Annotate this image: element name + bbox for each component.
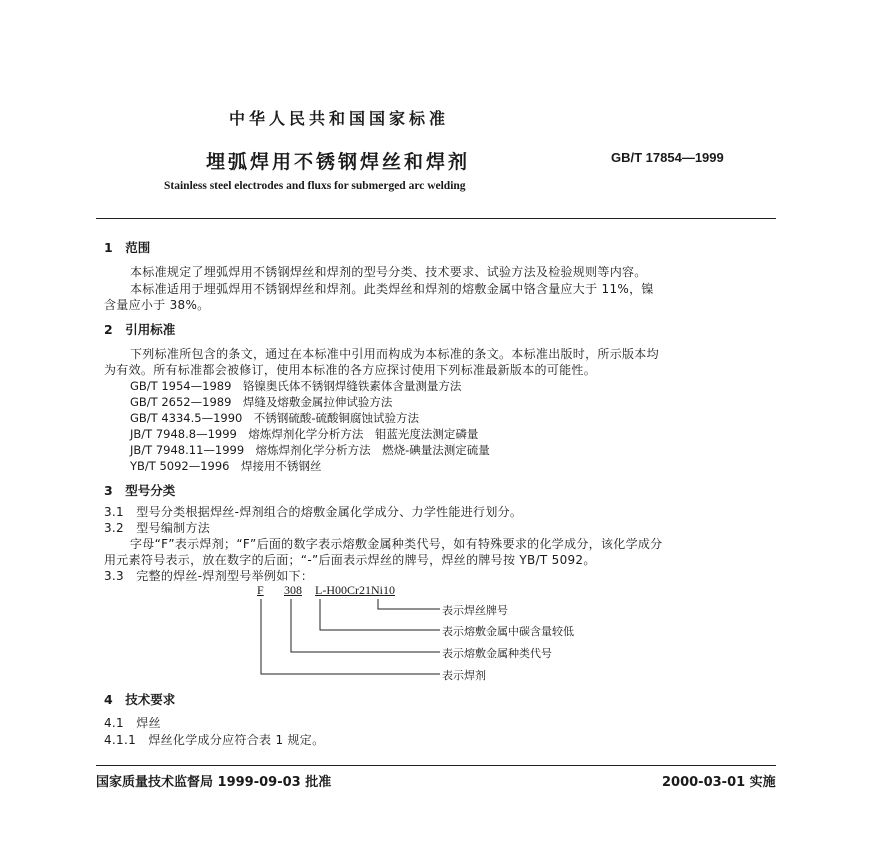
footer-divider xyxy=(96,765,776,766)
section-3-1: 3.1 型号分类根据焊丝-焊剂组合的熔敷金属化学成分、力学性能进行划分。 xyxy=(104,505,523,519)
section-2-heading: 2 引用标准 xyxy=(104,322,176,337)
section-2-para-line-2: 为有效。所有标准都会被修订，使用本标准的各方应探讨使用下列标准最新版本的可能性。 xyxy=(104,363,597,377)
section-1-para-2-line-1: 本标准适用于埋弧焊用不锈钢焊丝和焊剂。此类焊丝和焊剂的熔敷金属中铬含量应大于 11%，镍 xyxy=(130,282,654,296)
section-4-1-1: 4.1.1 焊丝化学成分应符合表 1 规定。 xyxy=(104,733,325,747)
section-1-heading: 1 范围 xyxy=(104,240,151,255)
reference-item: GB/T 4334.5—1990 不锈钢硫酸-硫酸铜腐蚀试验方法 xyxy=(130,411,420,425)
label-flux: 表示焊剂 xyxy=(442,669,486,682)
reference-item: GB/T 1954—1989 铬镍奥氏体不锈钢焊缝铁素体含量测量方法 xyxy=(130,379,462,393)
document-title-cn: 埋弧焊用不锈钢焊丝和焊剂 xyxy=(206,151,471,173)
section-3-2-para-line-1: 字母“F”表示焊剂；“F”后面的数字表示熔敷金属种类代号，如有特殊要求的化学成分，该化学成分 xyxy=(130,537,663,551)
section-4-heading: 4 技术要求 xyxy=(104,692,176,707)
standard-code: GB/T 17854—1999 xyxy=(611,150,724,165)
section-2-para-line-1: 下列标准所包含的条文，通过在本标准中引用而构成为本标准的条文。本标准出版时，所示版本均 xyxy=(130,347,659,361)
label-metal-type: 表示熔敷金属种类代号 xyxy=(442,647,552,660)
section-4-1: 4.1 焊丝 xyxy=(104,716,161,730)
label-low-carbon: 表示熔敷金属中碳含量较低 xyxy=(442,625,574,638)
reference-item: YB/T 5092—1996 焊接用不锈钢丝 xyxy=(130,459,322,473)
section-1-para-2-line-2: 含量应小于 38%。 xyxy=(104,298,210,312)
designation-wire-grade: L-H00Cr21Ni10 xyxy=(315,583,395,597)
designation-flux-letter: F xyxy=(257,583,264,597)
section-3-3: 3.3 完整的焊丝-焊剂型号举例如下： xyxy=(104,569,314,583)
section-3-2-heading: 3.2 型号编制方法 xyxy=(104,521,211,535)
section-3-heading: 3 型号分类 xyxy=(104,483,176,498)
label-wire-grade: 表示焊丝牌号 xyxy=(442,604,508,617)
section-1-para-1: 本标准规定了埋弧焊用不锈钢焊丝和焊剂的型号分类、技术要求、试验方法及检验规则等内容。 xyxy=(130,265,647,279)
reference-item: JB/T 7948.8—1999 熔炼焊剂化学分析方法 钼蓝光度法测定磷量 xyxy=(130,427,479,441)
document-title-en: Stainless steel electrodes and fluxs for submerged arc welding xyxy=(164,180,466,192)
designation-metal-code: 308 xyxy=(284,583,302,597)
issued-date: 国家质量技术监督局 1999-09-03 批准 xyxy=(96,775,332,790)
reference-item: GB/T 2652—1989 焊缝及熔敷金属拉伸试验方法 xyxy=(130,395,393,409)
section-3-2-para-line-2: 用元素符号表示，放在数字的后面；“-”后面表示焊丝的牌号，焊丝的牌号按 YB/T 5092。 xyxy=(104,553,596,567)
national-standard-heading: 中华人民共和国国家标准 xyxy=(229,109,450,128)
reference-item: JB/T 7948.11—1999 熔炼焊剂化学分析方法 燃烧-碘量法测定硫量 xyxy=(130,443,490,457)
implementation-date: 2000-03-01 实施 xyxy=(662,775,776,790)
